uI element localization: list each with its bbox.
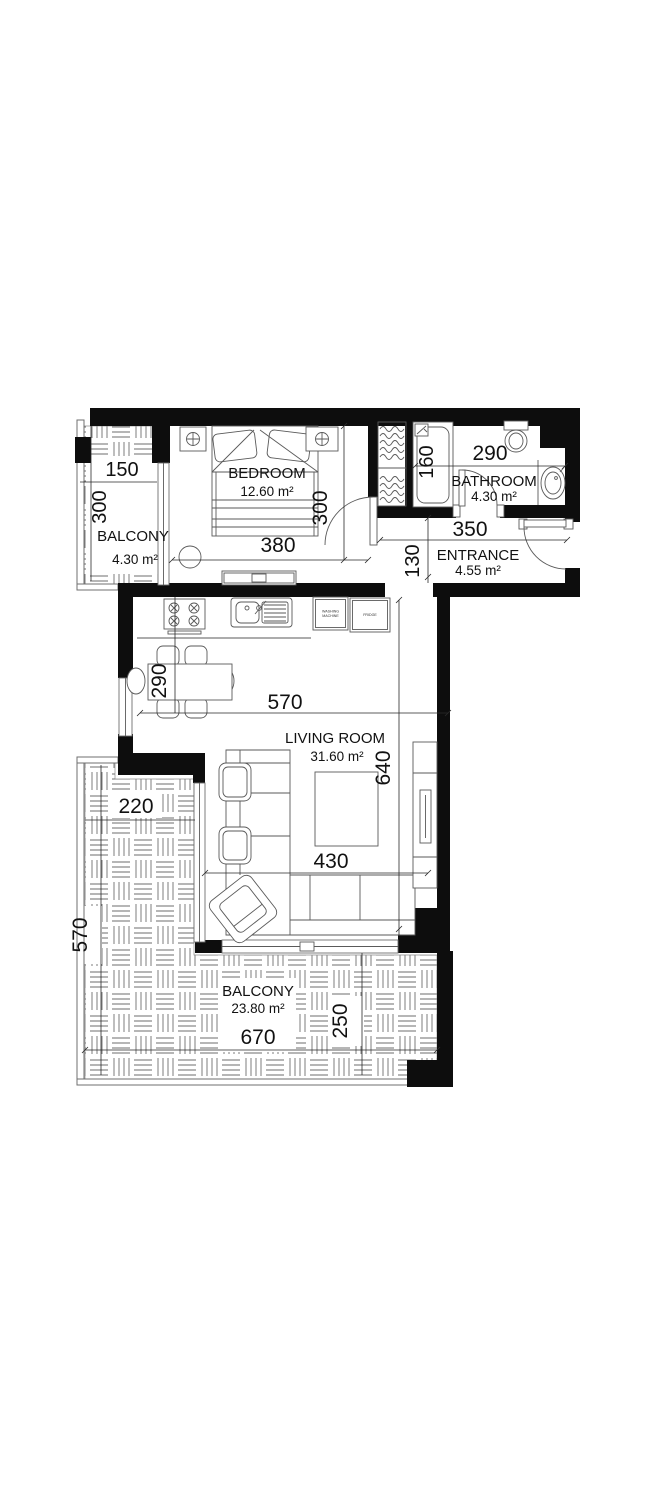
entrance-label: ENTRANCE [436, 547, 520, 564]
dim-entrance-width: 350 [452, 518, 488, 541]
bathroom-sink [538, 460, 566, 505]
dim-living-width: 570 [267, 691, 303, 714]
living-balcony-slider [222, 940, 398, 953]
balcony-top-area: 4.30 m² [112, 552, 158, 567]
washing-machine [313, 597, 348, 630]
dim-bedroom-height: 300 [309, 490, 332, 526]
fridge-label: FRIDGE [363, 613, 377, 617]
balcony-main-label: BALCONY [222, 983, 294, 1000]
coffee-table [315, 772, 378, 846]
bathroom-area: 4.30 m² [471, 489, 517, 504]
dim-entrance-height: 130 [402, 544, 424, 578]
bedroom-area: 12.60 m² [240, 484, 294, 499]
washing-machine-label-2: MACHINE [322, 614, 339, 618]
balcony-main-area: 23.80 m² [231, 1001, 285, 1016]
dresser [222, 571, 296, 585]
living-label: LIVING ROOM [284, 730, 386, 747]
toilet [504, 421, 528, 452]
entrance-area: 4.55 m² [455, 563, 501, 578]
wardrobe [378, 422, 406, 506]
dim-bathroom-width: 290 [472, 442, 508, 465]
nightstand-right [306, 427, 338, 451]
kitchen-sink [231, 598, 292, 627]
dim-balcony-main-width: 670 [240, 1026, 276, 1049]
entrance-door [519, 519, 573, 569]
bedroom-balcony-window [158, 463, 169, 585]
balcony-top-label: BALCONY [97, 528, 169, 545]
bedroom-door [325, 497, 377, 545]
dim-living-height: 640 [372, 750, 395, 786]
dim-closet: 160 [416, 445, 438, 479]
washing-machine-label-1: WASHING [321, 609, 340, 614]
dim-balcony-top-height: 300 [89, 490, 111, 524]
living-balcony-window [194, 783, 205, 942]
shaft [540, 420, 567, 448]
dim-balcony-top-width: 150 [105, 459, 139, 481]
bedroom-label: BEDROOM [228, 465, 306, 482]
living-area: 31.60 m² [310, 749, 364, 764]
dim-sofa-width: 430 [313, 850, 349, 873]
dim-dining: 290 [148, 663, 171, 699]
dim-bedroom-width: 380 [260, 534, 296, 557]
stove [164, 599, 205, 634]
dining-set [127, 646, 234, 718]
dim-balcony-left-width: 220 [118, 795, 154, 818]
dim-balcony-main-height: 250 [329, 1003, 352, 1039]
fridge [350, 598, 390, 632]
bathroom-label: BATHROOM [451, 473, 537, 490]
tv-unit [413, 742, 437, 888]
stool [179, 546, 201, 568]
nightstand-left [180, 427, 206, 451]
dim-balcony-left-height: 570 [69, 917, 92, 953]
